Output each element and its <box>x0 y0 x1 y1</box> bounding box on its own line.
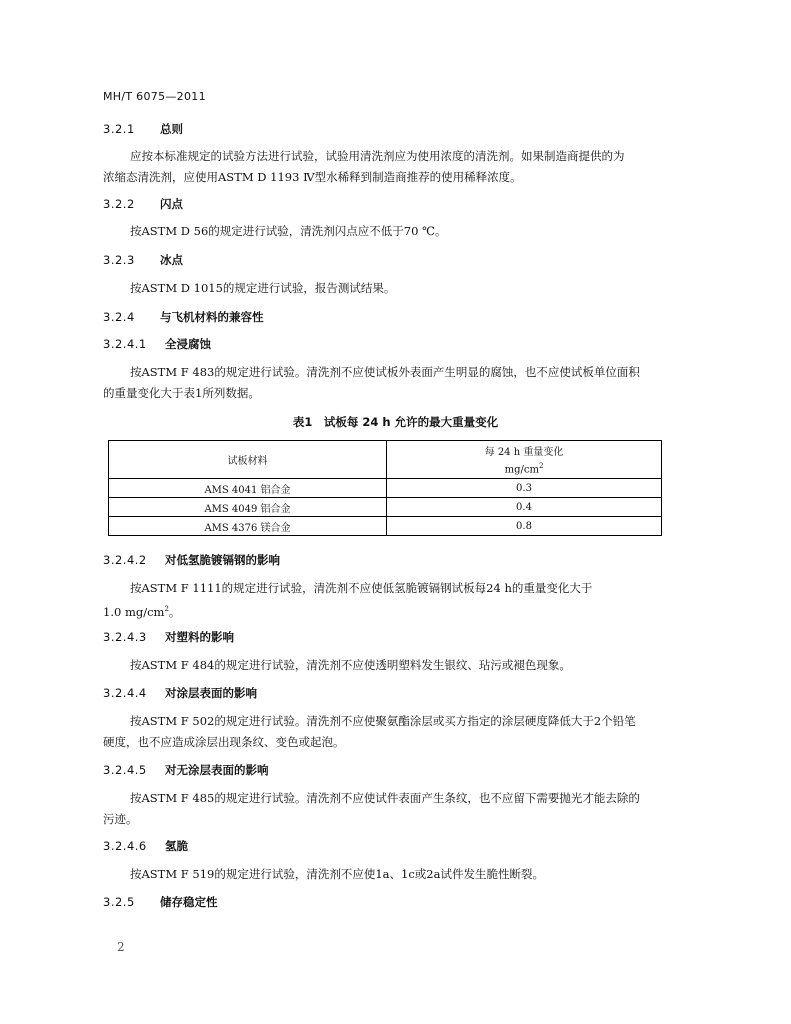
paragraph-line: 按ASTM F 484的规定进行试验，清洗剂不应使透明塑料发生银纹、玷污或褪色现象。 <box>130 658 571 672</box>
table-row <box>109 517 662 536</box>
section-heading-3-2-4 <box>103 309 264 325</box>
section-number: 3.2.4.3 <box>103 630 147 644</box>
section-number: 3.2.5 <box>103 895 135 909</box>
section-heading-3-2-4-2 <box>103 552 280 568</box>
section-title: 全浸腐蚀 <box>165 337 211 351</box>
paragraph-line: 按ASTM F 519的规定进行试验，清洗剂不应使1a、1c或2a试件发生脆性断裂。 <box>130 867 544 881</box>
section-title: 总则 <box>160 122 183 136</box>
paragraph-line: 按ASTM F 502的规定进行试验。清洗剂不应使聚氨酯涂层或买方指定的涂层硬度降低大于2个铅笔 <box>130 714 636 728</box>
section-heading-3-2-4-4 <box>103 685 257 701</box>
section-title: 储存稳定性 <box>160 895 218 909</box>
paragraph-line: 污迹。 <box>103 812 138 826</box>
section-heading-3-2-2 <box>103 196 183 212</box>
paragraph-line: 应按本标准规定的试验方法进行试验，试验用清洗剂应为使用浓度的清洗剂。如果制造商提供的为 <box>130 149 625 163</box>
section-title: 闪点 <box>160 197 183 211</box>
paragraph-line: 浓缩态清洗剂，应使用ASTM D 1193 Ⅳ型水稀释到制造商推荐的使用稀释浓度。 <box>103 170 522 184</box>
paragraph-line: 按ASTM F 485的规定进行试验。清洗剂不应使试件表面产生条纹，也不应留下需要抛光才能去除的 <box>130 791 640 805</box>
section-number: 3.2.2 <box>103 197 135 211</box>
page-number: 2 <box>117 940 125 954</box>
section-heading-3-2-4-1 <box>103 336 211 352</box>
section-title: 对涂层表面的影响 <box>165 686 257 700</box>
section-heading-3-2-4-5 <box>103 762 269 778</box>
section-title: 对低氢脆镀镉钢的影响 <box>165 553 280 567</box>
column-header-material: 试板材料 <box>109 441 387 479</box>
section-heading-3-2-5 <box>103 894 218 910</box>
section-title: 氢脆 <box>165 839 188 853</box>
section-title: 与飞机材料的兼容性 <box>160 310 264 324</box>
section-heading-3-2-4-6 <box>103 838 188 854</box>
paragraph-line: 1.0 $mg/cm^2$。 <box>103 604 181 619</box>
table-caption: 表1 试板每 24 h 允许的最大重量变化 <box>292 415 499 429</box>
weight-change-table <box>108 440 662 536</box>
column-header-weight-change <box>387 441 662 479</box>
table-cell-material: AMS 4041 铝合金 <box>109 479 387 498</box>
section-title: 冰点 <box>160 253 183 267</box>
column-header-unit: $mg/cm^2$ <box>504 462 544 476</box>
column-header-line1: 每 24 h 重量变化 <box>484 447 564 459</box>
paragraph-line: 按ASTM D 1015的规定进行试验，报告测试结果。 <box>130 281 396 295</box>
paragraph-line: 的重量变化大于表1所列数据。 <box>103 386 260 400</box>
section-heading-3-2-4-3 <box>103 629 234 645</box>
table-row <box>109 498 662 517</box>
section-number: 3.2.4.6 <box>103 839 147 853</box>
paragraph-line: 按ASTM F 483的规定进行试验。清洗剂不应使试板外表面产生明显的腐蚀，也不应使试板单位面积 <box>130 365 640 379</box>
section-title: 对塑料的影响 <box>165 630 234 644</box>
table-cell-material: AMS 4376 镁合金 <box>109 517 387 536</box>
section-title: 对无涂层表面的影响 <box>165 763 269 777</box>
table-header-row <box>109 441 662 479</box>
section-number: 3.2.4.2 <box>103 553 147 567</box>
table-row <box>109 479 662 498</box>
table-cell-material: AMS 4049 铝合金 <box>109 498 387 517</box>
paragraph-line: 硬度，也不应造成涂层出现条纹、变色或起泡。 <box>103 735 345 749</box>
section-number: 3.2.4.1 <box>103 337 147 351</box>
paragraph-line: 按ASTM D 56的规定进行试验，清洗剂闪点应不低于70 ℃。 <box>130 224 447 238</box>
section-number: 3.2.3 <box>103 253 135 267</box>
table-cell-value: 0.3 <box>387 479 662 498</box>
document-code-header: MH/T 6075—2011 <box>103 90 206 103</box>
table-cell-value: 0.8 <box>387 517 662 536</box>
section-heading-3-2-1 <box>103 121 183 137</box>
table-cell-value: 0.4 <box>387 498 662 517</box>
section-number: 3.2.1 <box>103 122 135 136</box>
paragraph-line: 按ASTM F 1111的规定进行试验，清洗剂不应使低氢脆镀镉钢试板每24 h的重量变化大于 <box>130 581 593 595</box>
section-number: 3.2.4.5 <box>103 763 147 777</box>
section-heading-3-2-3 <box>103 252 183 268</box>
section-number: 3.2.4.4 <box>103 686 147 700</box>
section-number: 3.2.4 <box>103 310 135 324</box>
